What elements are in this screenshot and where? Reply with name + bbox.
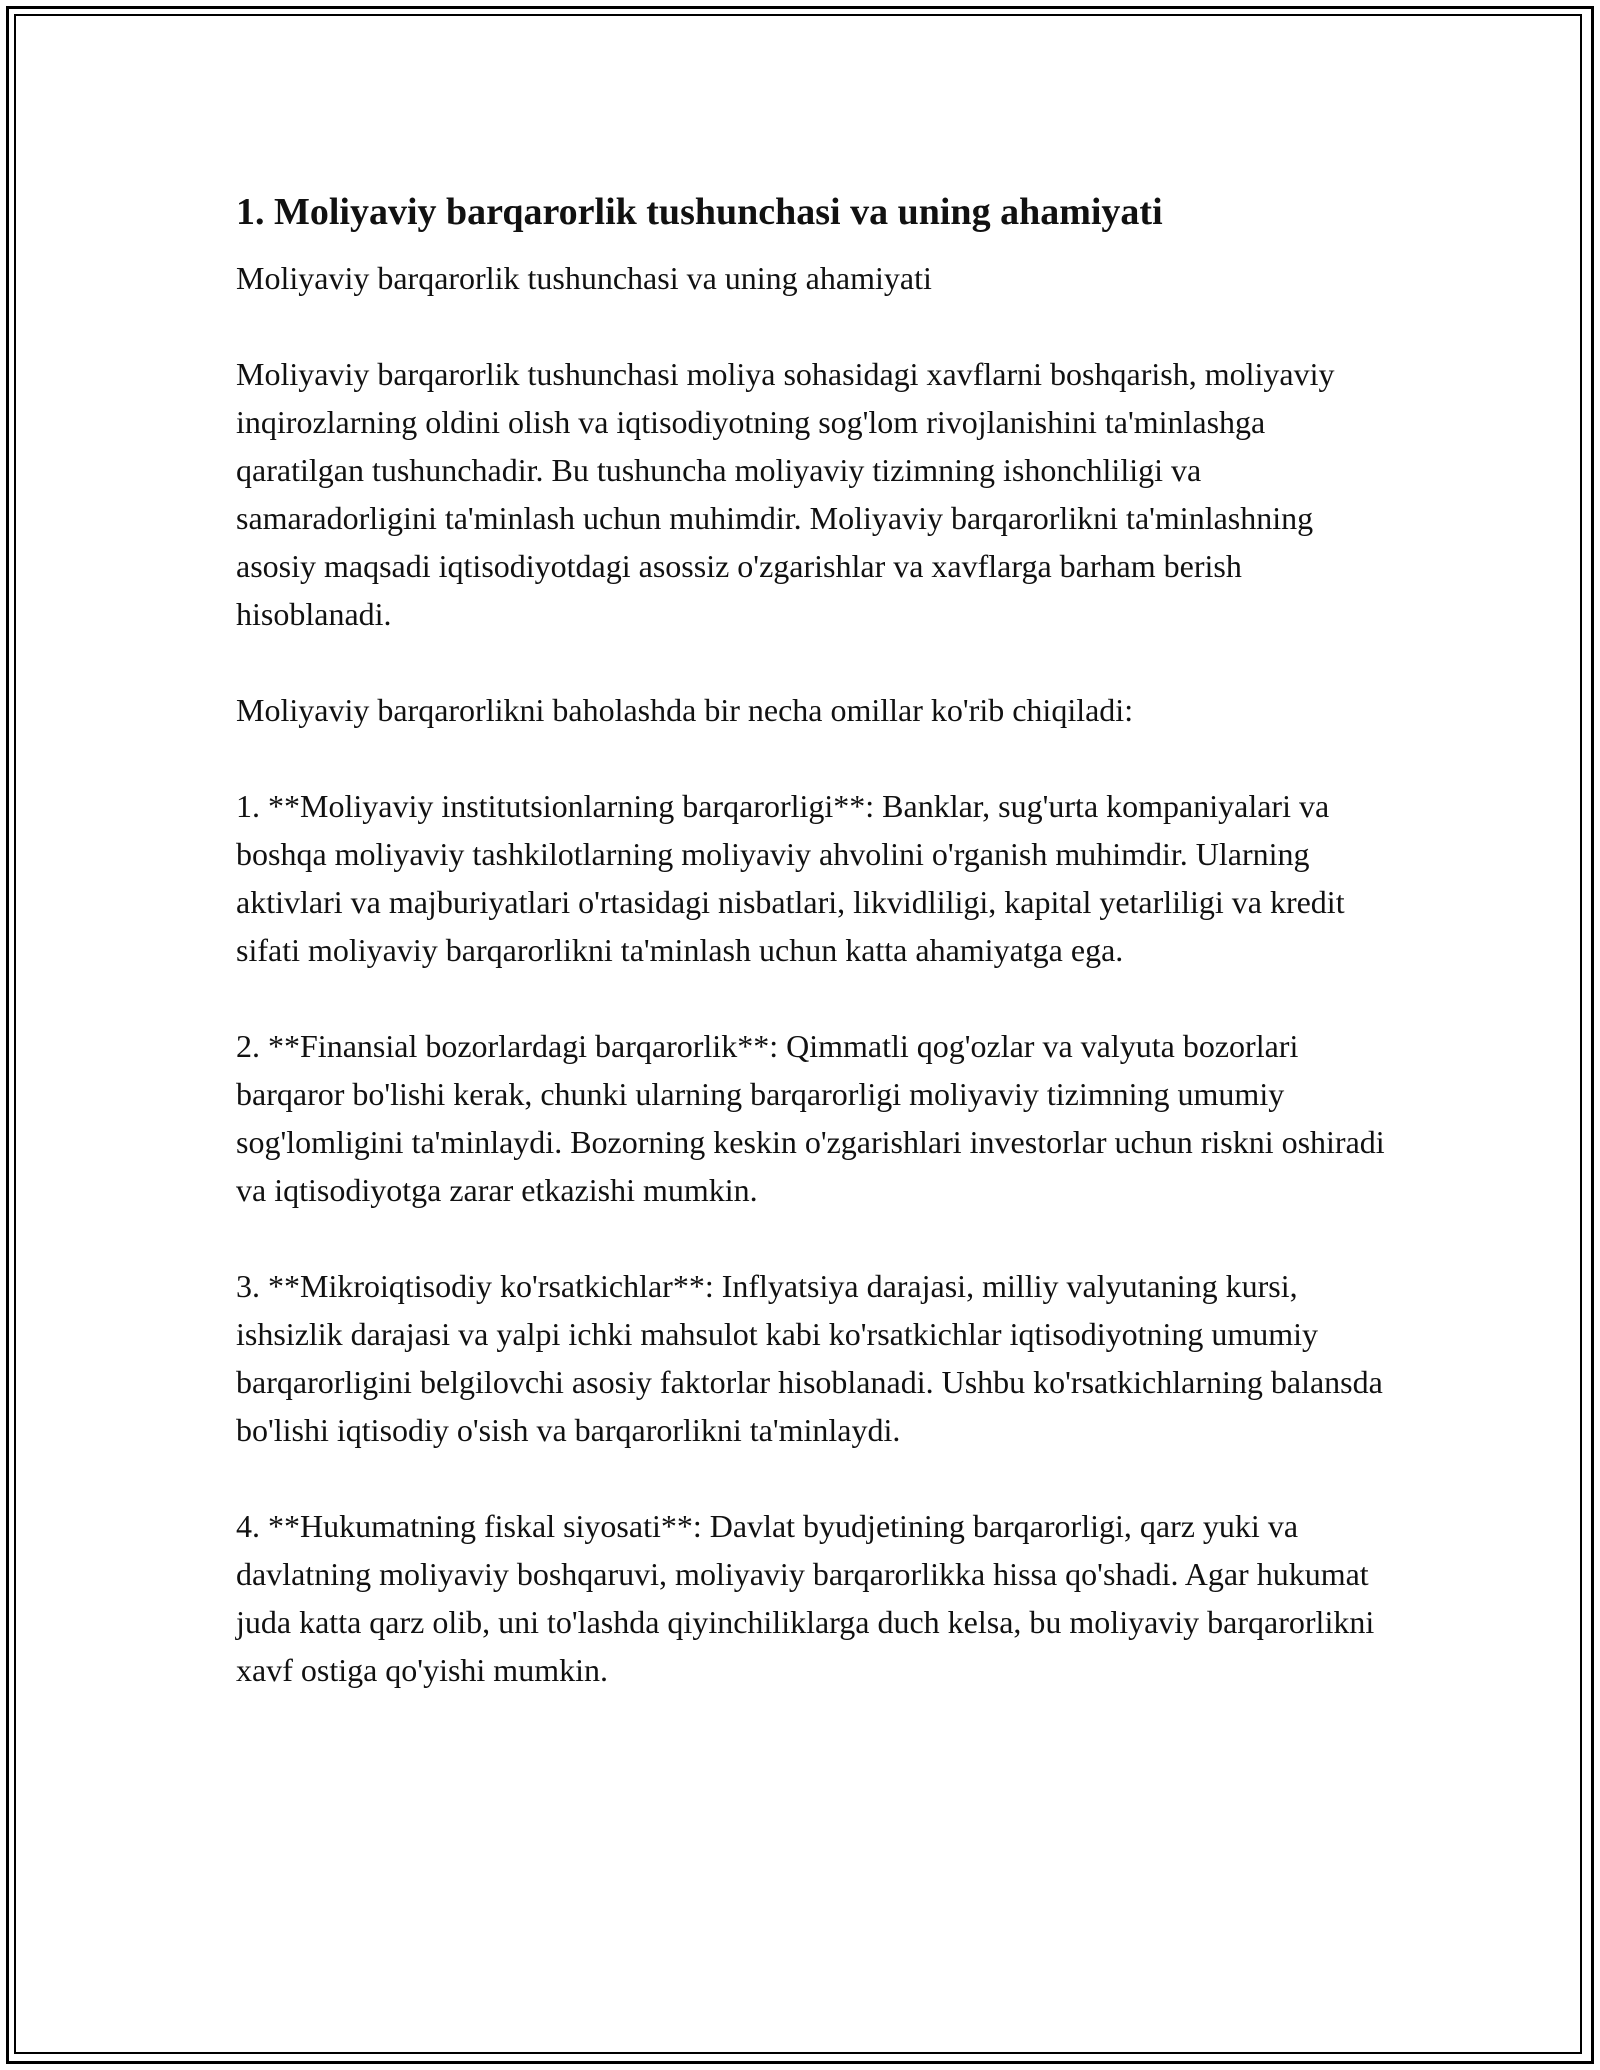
factor-1-paragraph: 1. **Moliyaviy institutsionlarning barqarorligi**: Banklar, sug'urta kompaniyalari va boshqa moliyaviy tashkilotlarning moliyaviy ahvolini o'rganish muhimdir. Ularning aktivlari va majburiyatlari o'rtasidagi nisbatlari, likvidliligi, kapital yetarliligi va kredit sifati moliyaviy barqarorlikni ta'minlash uchun katta ahamiyatga ega. <box>236 788 1353 968</box>
document-body <box>236 188 1393 1742</box>
factor-4-paragraph: 4. **Hukumatning fiskal siyosati**: Davlat byudjetining barqarorligi, qarz yuki va davlatning moliyaviy boshqaruvi, moliyaviy barqarorlikka hissa qo'shadi. Agar hukumat juda katta qarz olib, uni to'lashda qiyinchiliklarga duch kelsa, bu moliyaviy barqarorlikni xavf ostiga qo'yishi mumkin. <box>236 1508 1383 1688</box>
intro-paragraph: Moliyaviy barqarorlik tushunchasi moliya sohasidagi xavflarni boshqarish, moliyaviy inqirozlarning oldini olish va iqtisodiyotning sog'lom rivojlanishini ta'minlashga qaratilgan tushunchadir. Bu tushuncha moliyaviy tizimning ishonchliligi va samaradorligini ta'minlash uchun muhimdir. Moliyaviy barqarorlikni ta'minlashning asosiy maqsadi iqtisodiyotdagi asossiz o'zgarishlar va xavflarga barham berish hisoblanadi. <box>236 356 1343 632</box>
factors-lead-paragraph: Moliyaviy barqarorlikni baholashda bir necha omillar ko'rib chiqiladi: <box>236 692 1134 728</box>
subtitle-paragraph: Moliyaviy barqarorlik tushunchasi va uning ahamiyati <box>236 260 932 296</box>
factor-2-paragraph: 2. **Finansial bozorlardagi barqarorlik**: Qimmatli qog'ozlar va valyuta bozorlari barqaror bo'lishi kerak, chunki ularning barqarorligi moliyaviy tizimning umumiy sog'lomligini ta'minlaydi. Bozorning keskin o'zgarishlari investorlar uchun riskni oshiradi va iqtisodiyotga zarar etkazishi mumkin. <box>236 1028 1393 1208</box>
document-title: 1. Moliyaviy barqarorlik tushunchasi va uning ahamiyati <box>236 191 1163 233</box>
factor-3-paragraph: 3. **Mikroiqtisodiy ko'rsatkichlar**: Inflyatsiya darajasi, milliy valyutaning kursi, ishsizlik darajasi va yalpi ichki mahsulot kabi ko'rsatkichlar iqtisodiyotning umumiy barqarorligini belgilovchi asosiy faktorlar hisoblanadi. Ushbu ko'rsatkichlarning balansda bo'lishi iqtisodiy o'sish va barqarorlikni ta'minlaydi. <box>236 1268 1391 1448</box>
